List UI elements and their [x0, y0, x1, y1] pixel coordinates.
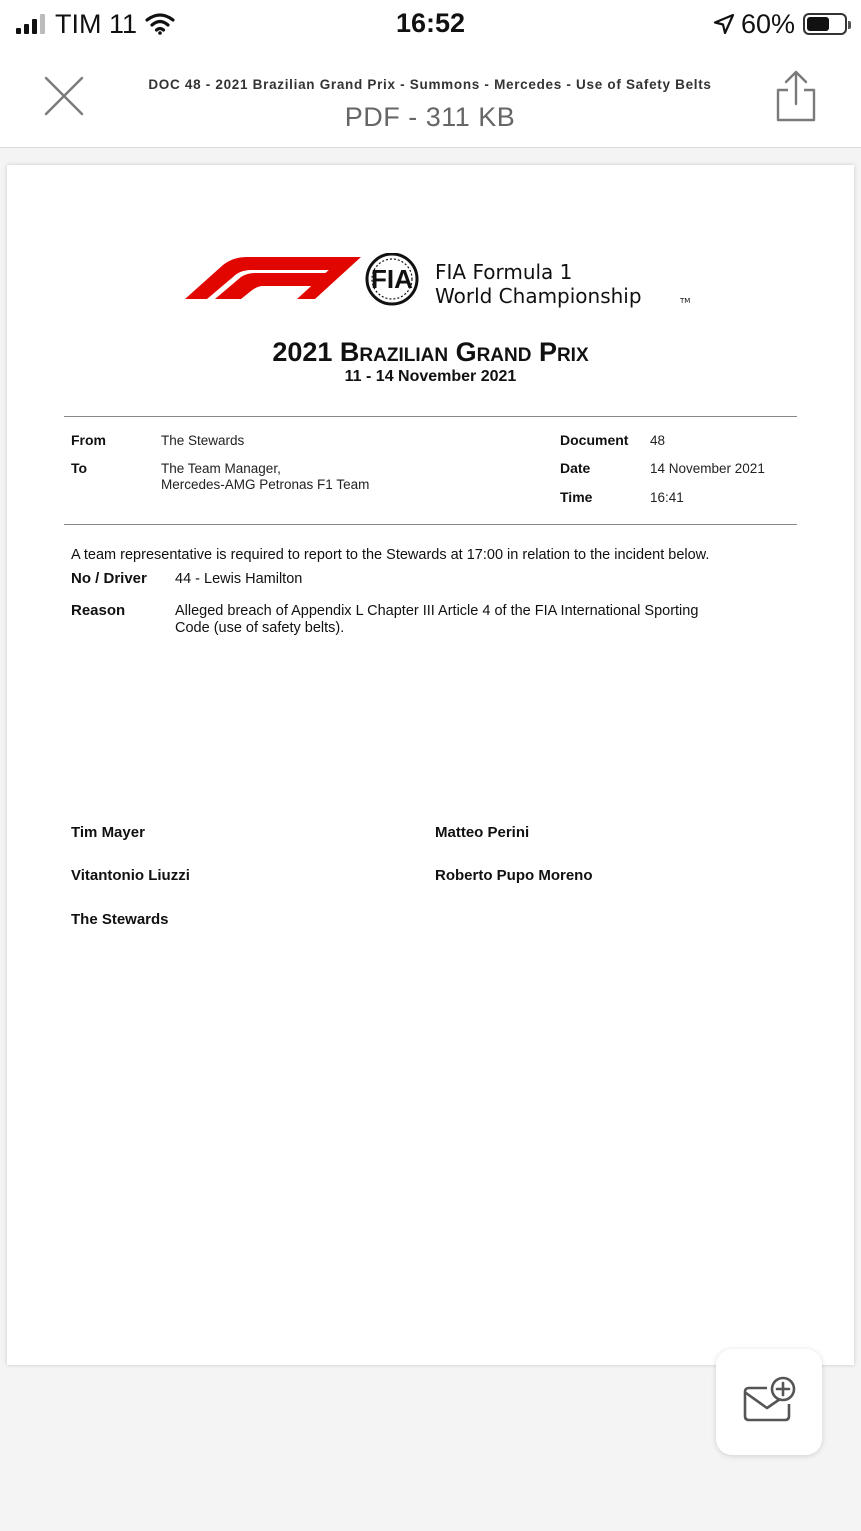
document-number: 48 — [650, 433, 666, 448]
clock: 16:52 — [395, 8, 466, 38]
to-label: To — [71, 460, 88, 476]
battery-fill — [807, 17, 829, 31]
time-label: Time — [560, 489, 593, 505]
share-icon — [770, 68, 822, 124]
status-right — [713, 8, 847, 40]
fia-badge — [367, 254, 417, 304]
carrier-name: TIM 11 — [55, 8, 138, 39]
event-dates: 11 - 14 November 2021 — [344, 368, 517, 385]
signature-roberto-pupo-moreno: Roberto Pupo Moreno — [435, 867, 593, 884]
add-mail-icon — [743, 1376, 797, 1426]
reason-label: Reason — [71, 602, 126, 619]
from-value: The Stewards — [161, 433, 245, 448]
to-value-line1: The Team Manager, — [161, 461, 281, 476]
add-to-mail-button[interactable] — [716, 1349, 822, 1455]
to-value-line2: Mercedes-AMG Petronas F1 Team — [161, 477, 370, 492]
close-icon — [40, 72, 88, 120]
logo-line1: FIA Formula 1 — [435, 260, 573, 284]
driver-label: No / Driver — [71, 570, 147, 587]
summons-intro: A team representative is required to report to the Stewards at 17:00 in relation to the incident below. — [71, 547, 710, 563]
reason-line2: Code (use of safety belts). — [175, 620, 345, 636]
time-value: 16:41 — [650, 490, 684, 505]
fia-formula1-logo — [185, 253, 705, 313]
from-label: From — [71, 432, 106, 448]
reason-line1: Alleged breach of Appendix L Chapter III Article 4 of the FIA International Sporting — [175, 603, 699, 619]
battery-cap — [848, 21, 851, 29]
logo-line2: World Championship — [435, 284, 642, 308]
close-button[interactable] — [40, 72, 88, 120]
header-rule-bottom — [64, 524, 797, 525]
date-value: 14 November 2021 — [650, 461, 765, 476]
driver-value: 44 - Lewis Hamilton — [175, 571, 303, 587]
date-label: Date — [560, 460, 591, 476]
signature-tim-mayer: Tim Mayer — [71, 824, 145, 841]
share-button[interactable] — [770, 68, 822, 124]
signature-vitantonio-liuzzi: Vitantonio Liuzzi — [71, 867, 190, 884]
signature-the-stewards: The Stewards — [71, 911, 169, 928]
f1-mark — [185, 257, 361, 299]
status-bar — [0, 0, 861, 50]
logo-trademark: TM — [680, 297, 691, 305]
battery-percent: 60% — [740, 8, 795, 39]
document-label: Document — [560, 432, 629, 448]
header-rule-top — [64, 416, 797, 417]
document-title: DOC 48 - 2021 Brazilian Grand Prix - Summons - Mercedes - Use of Safety Belts — [148, 77, 712, 92]
fia-badge-text: FIA — [371, 264, 413, 294]
document-type-size: PDF - 311 KB — [344, 102, 516, 132]
event-title: 2021 Brazilian Grand Prix — [272, 337, 589, 367]
pdf-page[interactable] — [7, 165, 854, 1365]
document-nav-bar — [0, 50, 861, 148]
signature-matteo-perini: Matteo Perini — [435, 824, 530, 841]
battery-icon — [803, 13, 847, 35]
location-arrow-icon — [713, 13, 735, 35]
